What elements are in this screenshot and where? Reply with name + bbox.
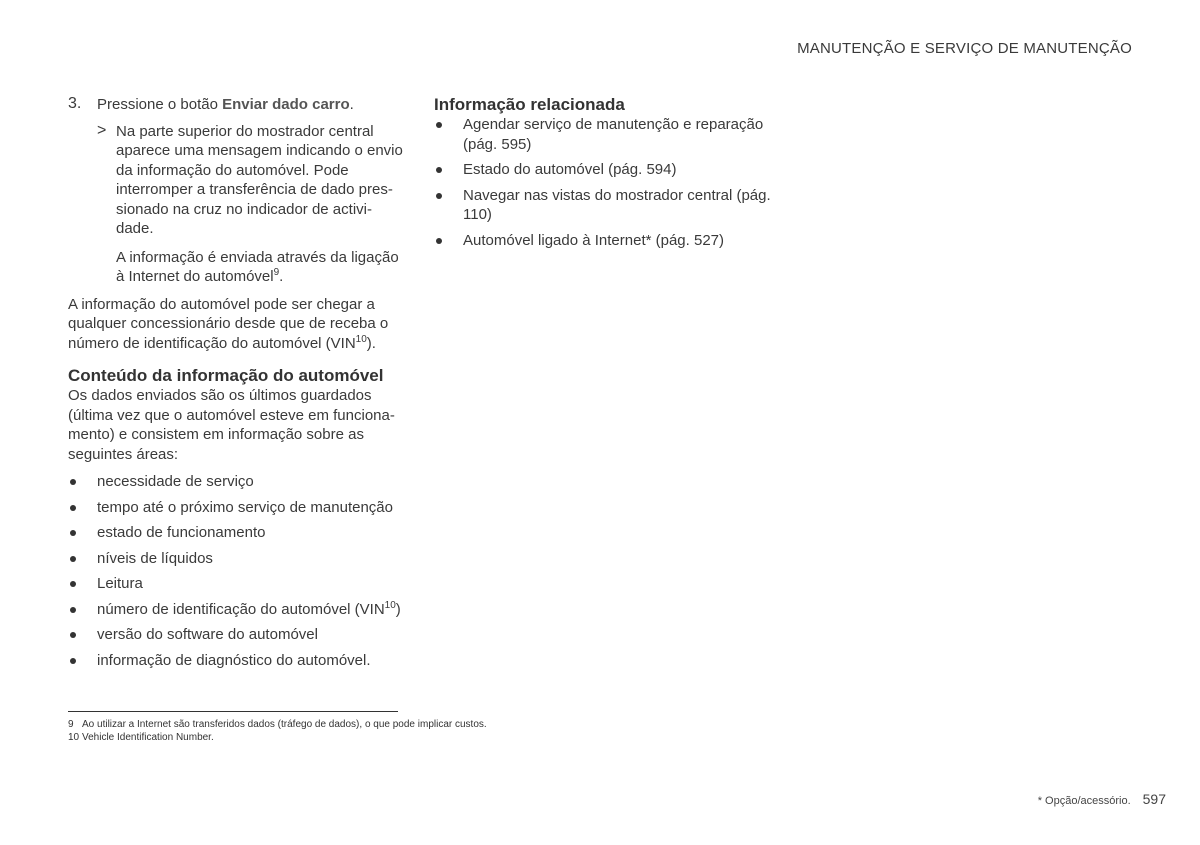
footnotes: [68, 711, 568, 744]
page-footer: [1038, 791, 1166, 807]
related-heading: Informação relacionada: [434, 95, 625, 114]
result-note: A informação é enviada através da ligação à Internet do automóvel$^9$.: [116, 248, 399, 285]
bullet-icon: [436, 238, 442, 244]
related-link[interactable]: Automóvel ligado à Internet* (pág. 527): [434, 231, 779, 251]
bullet-icon: [70, 530, 76, 536]
section-header: MANUTENÇÃO E SERVIÇO DE MANUTENÇÃO: [797, 40, 1132, 57]
data-areas-list: [68, 472, 403, 670]
bullet-icon: [436, 193, 442, 199]
related-link[interactable]: Agendar serviço de manutenção e reparação (pág. 595): [434, 115, 779, 154]
list-item: número de identificação do automóvel (VIN$^{10}$): [68, 600, 403, 620]
bullet-icon: [436, 122, 442, 128]
related-column: [434, 95, 779, 250]
button-name-ref: Enviar dado carro: [222, 96, 350, 113]
footnote-10: 10 Vehicle Identification Number.: [68, 732, 214, 743]
step-text: Pressione o botão Enviar dado carro.: [97, 96, 354, 113]
bullet-icon: [70, 479, 76, 485]
option-note: * Opção/acessório.: [1037, 795, 1131, 807]
list-item: necessidade de serviço: [68, 472, 403, 492]
bullet-icon: [70, 505, 76, 511]
bullet-icon: [436, 167, 442, 173]
section-heading: Conteúdo da informação do automóvel: [68, 366, 384, 385]
footnote-ref-9: 9: [273, 267, 280, 278]
related-list: [434, 115, 779, 250]
list-item: Leitura: [68, 574, 403, 594]
list-item: versão do software do automóvel: [68, 625, 403, 645]
bullet-icon: [70, 658, 76, 664]
result-arrow-icon: >: [97, 121, 107, 139]
footnote-divider: [68, 711, 398, 712]
footnote-ref-10: 10: [355, 333, 367, 345]
bullet-icon: [70, 607, 76, 613]
step-number: 3.: [68, 95, 82, 112]
left-column: [68, 95, 403, 670]
step-result: [97, 122, 403, 287]
list-item: estado de funcionamento: [68, 523, 403, 543]
footnote-ref-10: 10: [384, 599, 396, 611]
section-intro: Os dados enviados são os últimos guardados (última vez que o automóvel esteve em funcionamento) e consistem em informação sobre as seguintes áreas:: [68, 387, 395, 463]
bullet-icon: [70, 581, 76, 587]
related-link[interactable]: Estado do automóvel (pág. 594): [434, 160, 779, 180]
page-number: 597: [1142, 791, 1166, 807]
related-link[interactable]: Navegar nas vistas do mostrador central (pág. 110): [434, 186, 779, 225]
list-item: níveis de líquidos: [68, 549, 403, 569]
step-3: [68, 95, 403, 115]
list-item: tempo até o próximo serviço de manutenção: [68, 498, 403, 518]
vin-paragraph: A informação do automóvel pode ser chegar a qualquer concessionário desde que de receba o número de identificação do automóvel (VIN$^{10}$).: [68, 295, 389, 352]
result-text: Na parte superior do mostrador central aparece uma mensagem indicando o envio da informação do automóvel. Pode interromper a transferência de dado pressionado na cruz no indicador de actividade.: [116, 122, 403, 237]
list-item: informação de diagnóstico do automóvel.: [68, 651, 403, 671]
bullet-icon: [70, 632, 76, 638]
bullet-icon: [70, 556, 76, 562]
footnote-9: 9 Ao utilizar a Internet são transferidos dados (tráfego de dados), o que pode implicar custos.: [68, 719, 487, 730]
